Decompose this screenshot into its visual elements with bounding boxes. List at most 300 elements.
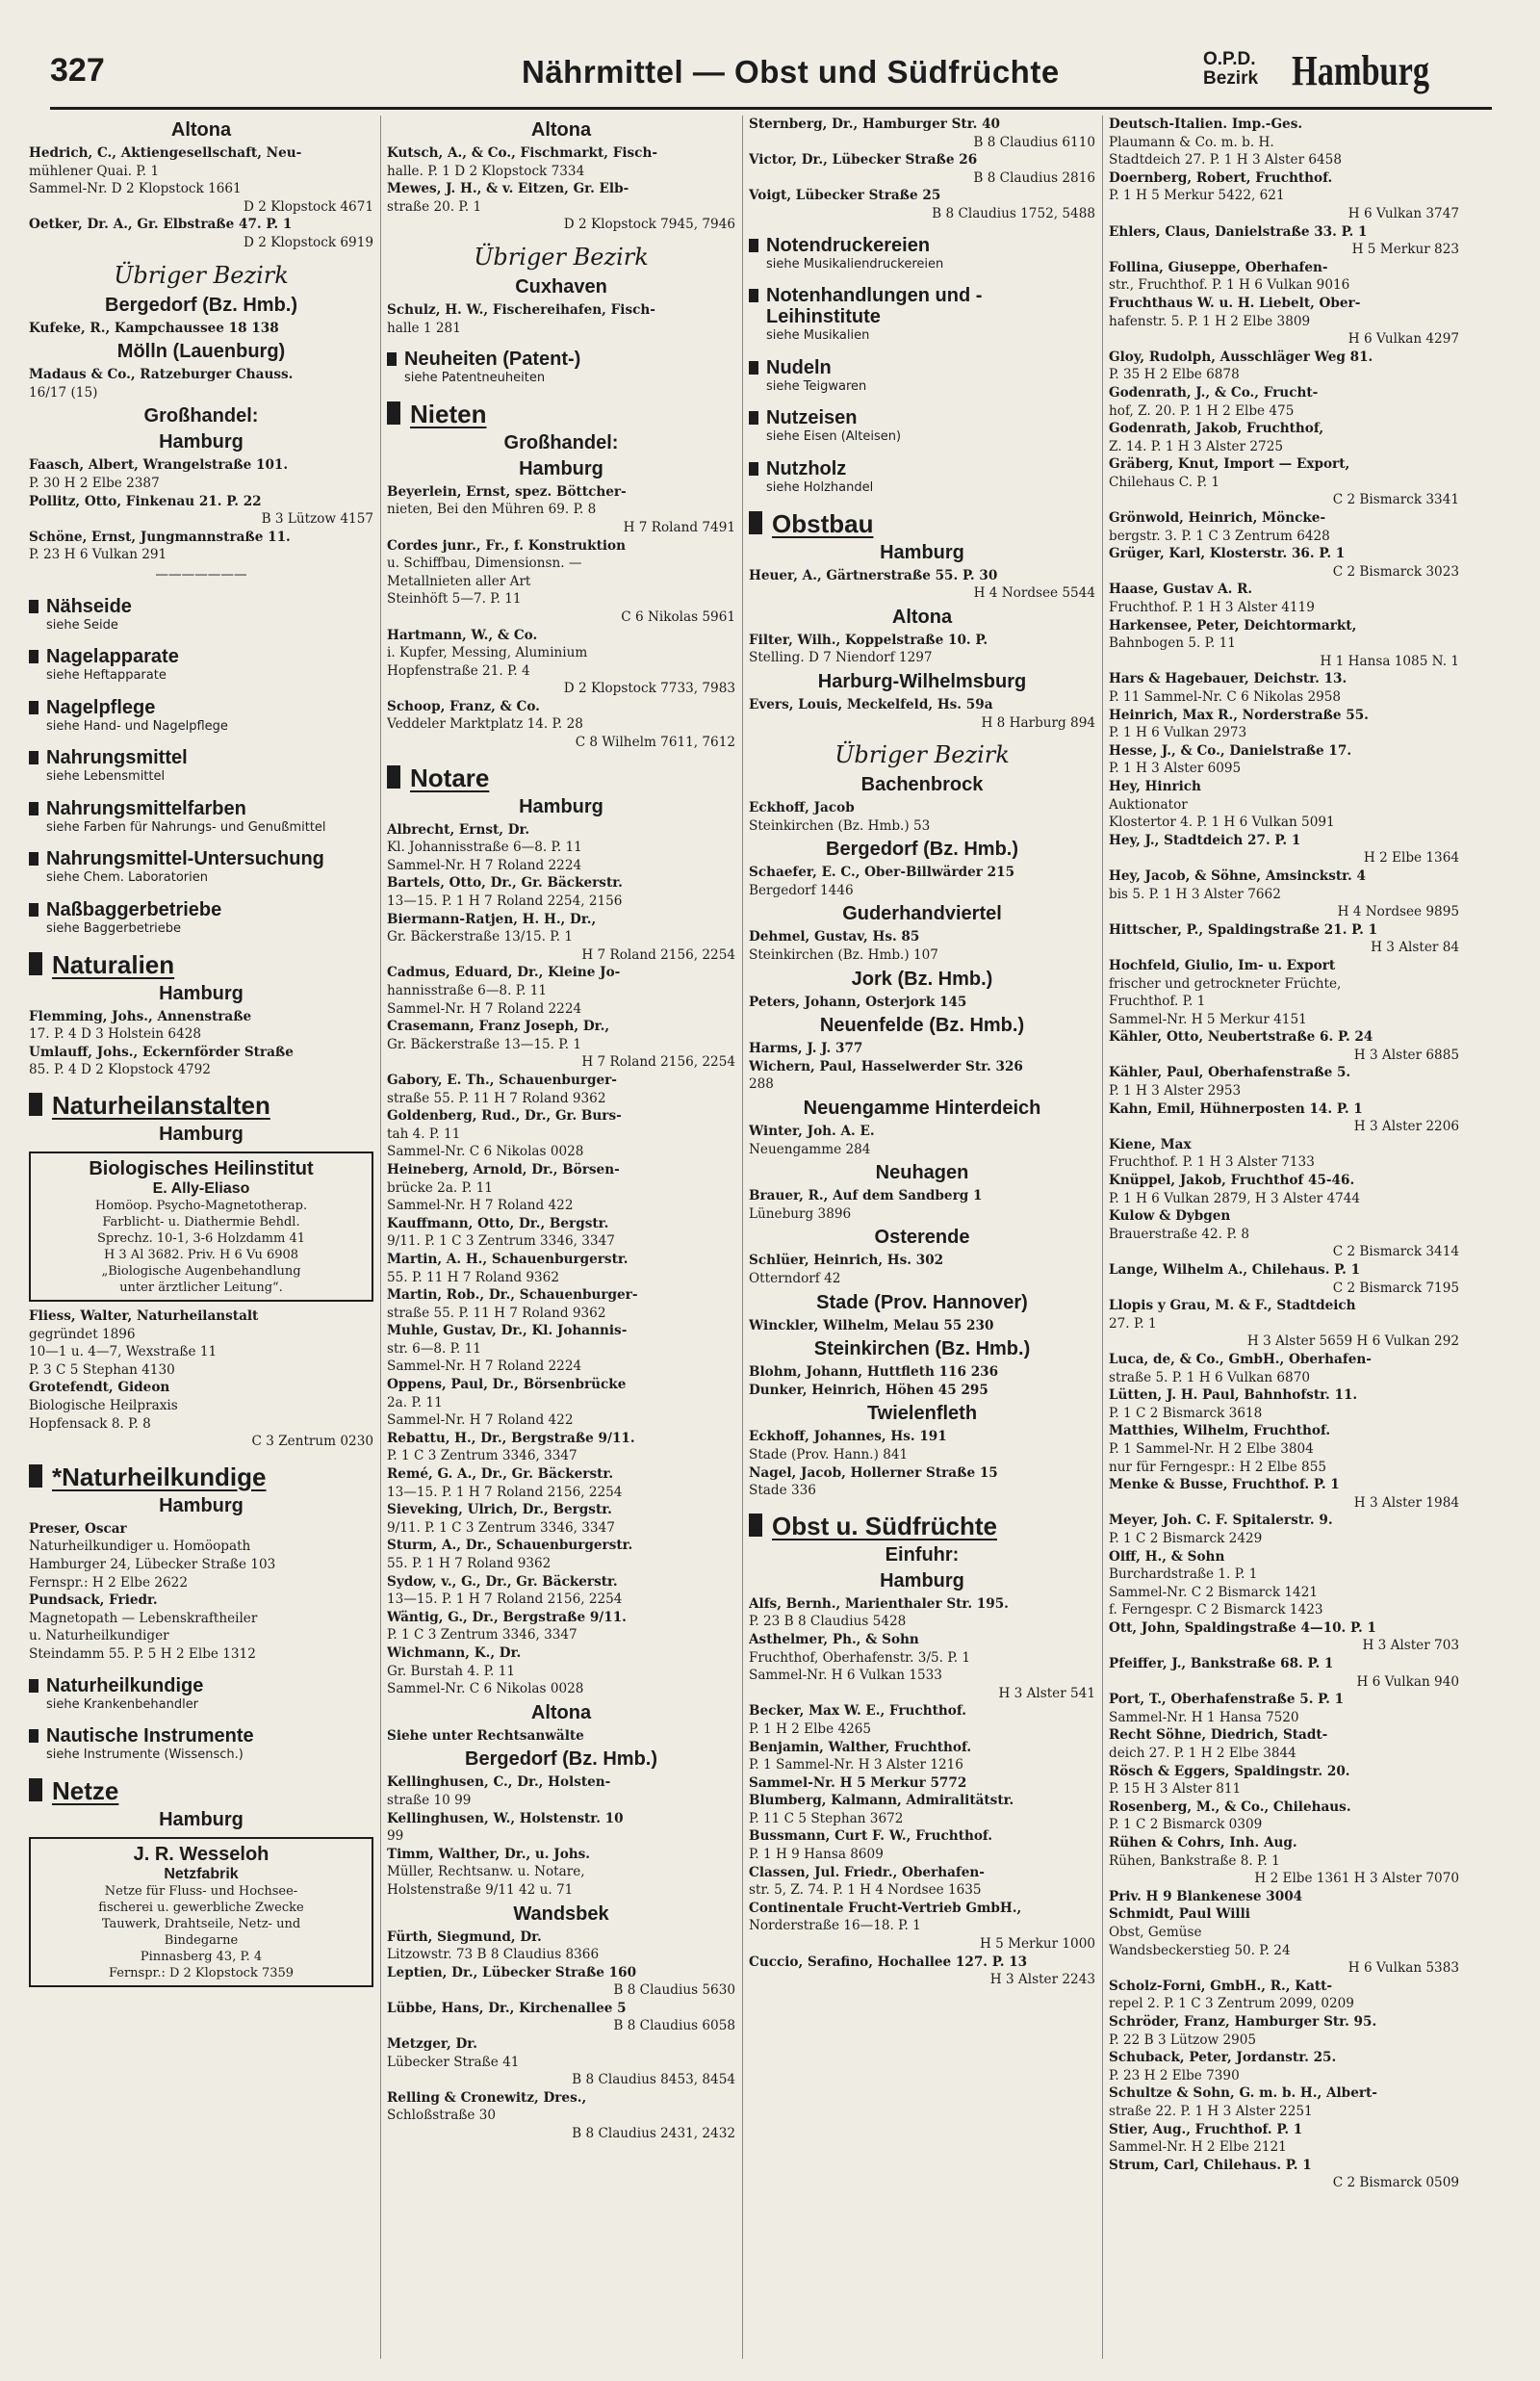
entry-line: Oppens, Paul, Dr., Börsenbrücke [387, 1377, 627, 1393]
directory-entry [1109, 742, 1459, 778]
entry-line: Hey, J., Stadtdeich 27. P. 1 [1109, 832, 1301, 848]
entry-line: Cuccio, Serafino, Hochallee 127. P. 13 [749, 1954, 1028, 1970]
entry-line: Neuengamme 284 [749, 1141, 871, 1157]
see-reference: siehe Heftapparate [46, 668, 167, 684]
category-heading: Nautische Instrumente [29, 1725, 373, 1747]
entry-line: H 6 Vulkan 4297 [1348, 331, 1459, 348]
directory-entry [1109, 2049, 1459, 2084]
opd-label: O.P.D. [1203, 49, 1256, 69]
entry-line: Gloy, Rudolph, Ausschläger Weg 81. [1109, 349, 1373, 365]
entry-line: Faasch, Albert, Wrangelstraße 101. [29, 457, 289, 474]
category-heading: Naturheilkundige [29, 1675, 373, 1696]
directory-entry [387, 2000, 735, 2035]
entry-line: P. 23 B 8 Claudius 5428 [749, 1614, 907, 1630]
entry-line: P. 35 H 2 Elbe 6878 [1109, 367, 1240, 383]
directory-entry [1109, 1351, 1459, 1386]
entry-line: Kufeke, R., Kampchaussee 18 138 [29, 320, 279, 336]
advertisement-box [29, 1152, 373, 1302]
directory-entry [749, 1464, 1095, 1500]
directory-entry [749, 187, 1095, 222]
entry-line: P. 1 C 3 Zentrum 3346, 3347 [387, 1448, 578, 1464]
entry-line: Lange, Wilhelm A., Chilehaus. P. 1 [1109, 1262, 1361, 1278]
directory-entry [1109, 1619, 1459, 1655]
entry-line: Metzger, Dr. [387, 2036, 477, 2053]
directory-entry [387, 1251, 735, 1286]
directory-entry [1109, 1726, 1459, 1762]
entry-line: Scholz-Forni, GmbH., R., Katt- [1109, 1978, 1333, 1994]
entry-line: Voigt, Lübecker Straße 25 [749, 188, 941, 204]
entry-line: Blumberg, Kalmann, Admiralitätstr. [749, 1793, 1014, 1809]
directory-entry [749, 1702, 1095, 1738]
column-divider [380, 116, 381, 2359]
entry-line: H 7 Roland 2156, 2254 [581, 1054, 735, 1071]
category-heading: Nahrungsmittel [29, 747, 373, 768]
entry-line: Rühen, Bankstraße 8. P. 1 [1109, 1852, 1280, 1869]
directory-entry [387, 1072, 735, 1107]
entry-line: Preser, Oscar [29, 1520, 127, 1537]
directory-entry [29, 320, 373, 338]
entry-line: Schöne, Ernst, Jungmannstraße 11. [29, 529, 291, 545]
entry-line: Rösch & Eggers, Spaldingstr. 20. [1109, 1763, 1350, 1779]
entry-line: Veddeler Marktplatz 14. P. 28 [387, 716, 583, 733]
entry-line: nieten, Bei den Mühren 69. P. 8 [387, 502, 597, 518]
directory-entry [1109, 455, 1459, 509]
entry-line: Sammel-Nr. C 6 Nikolas 0028 [387, 1144, 584, 1160]
entry-line: H 6 Vulkan 5383 [1348, 1960, 1459, 1977]
entry-line: Victor, Dr., Lübecker Straße 26 [749, 152, 978, 168]
entry-line: B 8 Claudius 8453, 8454 [572, 2072, 735, 2088]
directory-entry [387, 1107, 735, 1161]
entry-line: Fürth, Siegmund, Dr. [387, 1928, 542, 1945]
entry-line: H 3 Alster 541 [998, 1685, 1095, 1701]
entry-line: H 5 Merkur 823 [1351, 242, 1459, 258]
entry-line: Siehe unter Rechtsanwälte [387, 1727, 584, 1744]
entry-line: Harms, J. J. 377 [749, 1041, 863, 1057]
entry-line: Kutsch, A., & Co., Fischmarkt, Fisch- [387, 145, 657, 161]
directory-entry [749, 567, 1095, 603]
entry-line: Sammel-Nr. C 2 Bismarck 1421 [1109, 1584, 1318, 1600]
category-heading: Netze [29, 1776, 373, 1805]
location-heading: Bachenbrock [860, 774, 984, 796]
entry-line: Sammel-Nr. H 2 Elbe 2121 [1109, 2139, 1287, 2156]
entry-line: Dehmel, Gustav, Hs. 85 [749, 929, 920, 945]
entry-line: Hartmann, W., & Co. [387, 627, 538, 643]
entry-line: Sammel-Nr. H 1 Hansa 7520 [1109, 1709, 1299, 1725]
directory-entry [29, 1008, 373, 1044]
entry-line: Sammel-Nr. H 6 Vulkan 1533 [749, 1668, 942, 1684]
entry-line: Kellinghusen, C., Dr., Holsten- [387, 1774, 611, 1791]
entry-line: Stadtdeich 27. P. 1 H 3 Alster 6458 [1109, 152, 1342, 168]
see-reference: siehe Eisen (Alteisen) [766, 429, 902, 445]
entry-line: Kähler, Paul, Oberhafenstraße 5. [1109, 1065, 1351, 1081]
entry-line: Wichern, Paul, Hasselwerder Str. 326 [749, 1058, 1023, 1074]
entry-line: C 3 Zentrum 0230 [251, 1434, 373, 1450]
directory-entry [387, 1286, 735, 1322]
entry-line: Kulow & Dybgen [1109, 1208, 1231, 1225]
advertisement-line: „Biologische Augenbehandlung [101, 1264, 301, 1280]
location-heading: Steinkirchen (Bz. Hmb.) [813, 1338, 1031, 1360]
page-number: 327 [50, 52, 105, 89]
location-heading: Bergedorf (Bz. Hmb.) [465, 1748, 657, 1771]
entry-line: hafenstr. 5. P. 1 H 2 Elbe 3809 [1109, 313, 1311, 329]
directory-entry [749, 994, 1095, 1012]
directory-entry [1109, 1834, 1459, 1888]
entry-line: Fruchthof. P. 1 H 3 Alster 4119 [1109, 600, 1315, 616]
directory-entry [1109, 349, 1459, 384]
entry-line: Plaumann & Co. m. b. H. [1109, 134, 1274, 150]
entry-line: Rosenberg, M., & Co., Chilehaus. [1109, 1799, 1351, 1815]
category-heading: Obst u. Südfrüchte [749, 1512, 1095, 1540]
entry-line: 55. P. 1 H 7 Roland 9362 [387, 1556, 552, 1571]
entry-line: Magnetopath — Lebenskraftheiler [29, 1610, 258, 1626]
see-reference: siehe Seide [46, 617, 118, 633]
entry-line: Sammel-Nr. H 7 Roland 2224 [387, 1000, 582, 1017]
directory-entry [749, 1900, 1095, 1954]
advertisement-line: unter ärztlicher Leitung“. [119, 1281, 283, 1296]
entry-line: Obst, Gemüse [1109, 1924, 1202, 1940]
entry-line: 288 [749, 1076, 774, 1093]
entry-line: Pollitz, Otto, Finkenau 21. P. 22 [29, 493, 262, 509]
directory-entry [387, 537, 735, 627]
entry-line: Gr. Bäckerstraße 13—15. P. 1 [387, 1036, 581, 1052]
entry-line: Grönwold, Heinrich, Möncke- [1109, 510, 1326, 527]
entry-line: Wandsbeckerstieg 50. P. 24 [1109, 1942, 1291, 1958]
directory-entry [749, 1631, 1095, 1702]
entry-line: Kauffmann, Otto, Dr., Bergstr. [387, 1215, 609, 1231]
entry-line: Olff, H., & Sohn [1109, 1548, 1225, 1565]
location-heading: Altona [891, 606, 953, 628]
entry-line: C 2 Bismarck 3023 [1332, 563, 1459, 580]
entry-line: Strum, Carl, Chilehaus. P. 1 [1109, 2157, 1312, 2173]
directory-entry [749, 1792, 1095, 1827]
directory-entry [387, 911, 735, 965]
entry-line: Haase, Gustav A. R. [1109, 582, 1253, 598]
entry-line: Biermann-Ratjen, H. H., Dr., [387, 911, 597, 927]
entry-line: repel 2. P. 1 C 3 Zentrum 2099, 0209 [1109, 1996, 1354, 2012]
directory-entry [387, 1322, 735, 1376]
directory-entry [387, 1573, 735, 1609]
entry-line: Norderstraße 16—18. P. 1 [749, 1918, 921, 1934]
directory-entry [1109, 957, 1459, 1028]
separator: ——————— [155, 566, 247, 582]
entry-line: Heinrich, Max R., Norderstraße 55. [1109, 707, 1369, 723]
directory-entry [749, 1187, 1095, 1223]
location-heading: Hamburg [880, 541, 964, 563]
see-reference: siehe Instrumente (Wissensch.) [46, 1747, 244, 1763]
directory-column-4 [1109, 116, 1459, 2359]
category-heading: Nagelapparate [29, 646, 373, 667]
entry-line: Fernspr.: H 2 Elbe 2622 [29, 1574, 188, 1591]
advertisement-line: Pinnasberg 43, P. 4 [140, 1949, 263, 1964]
entry-line: Fliess, Walter, Naturheilanstalt [29, 1308, 259, 1325]
entry-line: C 8 Wilhelm 7611, 7612 [575, 735, 735, 751]
category-heading: Notenhandlungen und -Leihinstitute [749, 285, 1095, 327]
entry-line: C 2 Bismarck 3341 [1332, 492, 1459, 508]
directory-entry [1109, 116, 1459, 169]
entry-line: Umlauff, Johs., Eckernförder Straße [29, 1044, 294, 1060]
entry-line: Goldenberg, Rud., Dr., Gr. Burs- [387, 1108, 622, 1125]
directory-column-3 [749, 116, 1095, 2359]
directory-entry [387, 1810, 735, 1846]
entry-line: Brauerstraße 42. P. 8 [1109, 1226, 1249, 1242]
entry-line: Llopis y Grau, M. & F., Stadtdeich [1109, 1298, 1356, 1314]
entry-line: H 3 Alster 2243 [989, 1972, 1095, 1988]
entry-line: Flemming, Johs., Annenstraße [29, 1008, 252, 1024]
entry-line: D 2 Klopstock 6919 [244, 234, 373, 250]
entry-line: Fruchthof, Oberhafenstr. 3/5. P. 1 [749, 1649, 971, 1666]
advertisement-line: Sprechz. 10-1, 3-6 Holzdamm 41 [96, 1231, 305, 1247]
directory-entry [29, 216, 373, 251]
entry-line: str., Fruchthof. P. 1 H 6 Vulkan 9016 [1109, 277, 1350, 294]
entry-line: Grüger, Karl, Klosterstr. 36. P. 1 [1109, 546, 1346, 562]
directory-entry [1109, 1207, 1459, 1261]
directory-entry [749, 1774, 1095, 1793]
category-heading: Nudeln [749, 357, 1095, 378]
entry-line: 13—15. P. 1 H 7 Roland 2254, 2156 [387, 893, 623, 910]
entry-line: Sammel-Nr. H 7 Roland 422 [387, 1198, 574, 1214]
location-heading: Großhandel: [503, 431, 619, 453]
directory-entry [749, 1827, 1095, 1863]
entry-line: Sammel-Nr. H 7 Roland 2224 [387, 1359, 582, 1375]
entry-line: 13—15. P. 1 H 7 Roland 2156, 2254 [387, 1484, 623, 1500]
entry-line: H 8 Harburg 894 [981, 714, 1095, 731]
category-heading: *Naturheilkundige [29, 1462, 373, 1491]
entry-line: Steindamm 55. P. 5 H 2 Elbe 1312 [29, 1645, 256, 1662]
entry-line: Mewes, J. H., & v. Eitzen, Gr. Elb- [387, 181, 629, 197]
entry-line: Stade (Prov. Hann.) 841 [749, 1446, 909, 1462]
entry-line: Timm, Walther, Dr., u. Johs. [387, 1846, 591, 1862]
entry-line: bergstr. 3. P. 1 C 3 Zentrum 6428 [1109, 528, 1330, 544]
directory-column-2 [387, 116, 735, 2359]
entry-line: Burchardstraße 1. P. 1 [1109, 1566, 1258, 1583]
entry-line: str. 5, Z. 74. P. 1 H 4 Nordsee 1635 [749, 1882, 982, 1899]
entry-line: H 2 Elbe 1361 H 3 Alster 7070 [1254, 1871, 1459, 1887]
location-heading: Bergedorf (Bz. Hmb.) [826, 839, 1018, 861]
entry-line: C 6 Nikolas 5961 [621, 608, 735, 625]
directory-entry [387, 1376, 735, 1430]
category-heading: Naßbaggerbetriebe [29, 899, 373, 920]
entry-line: Pfeiffer, J., Bankstraße 68. P. 1 [1109, 1656, 1334, 1672]
entry-line: Sammel-Nr. C 6 Nikolas 0028 [387, 1681, 584, 1697]
page-title: Nährmittel — Obst und Südfrüchte [522, 54, 1060, 90]
entry-line: Bergedorf 1446 [749, 882, 854, 898]
entry-line: H 3 Alster 2206 [1353, 1119, 1459, 1135]
directory-entry [387, 1465, 735, 1501]
advertisement-line: Homöop. Psycho-Magnetotherap. [94, 1199, 308, 1214]
entry-line: Cadmus, Eduard, Dr., Kleine Jo- [387, 965, 621, 981]
entry-line: Eckhoff, Johannes, Hs. 191 [749, 1429, 947, 1445]
directory-entry [1109, 1691, 1459, 1726]
entry-line: Classen, Jul. Friedr., Oberhafen- [749, 1864, 985, 1880]
directory-entry [1109, 1905, 1459, 1977]
entry-line: straße 5. P. 1 H 6 Vulkan 6870 [1109, 1369, 1310, 1385]
advertisement-title: J. R. Wesseloh [133, 1843, 270, 1865]
subregion-heading: Übriger Bezirk [114, 261, 289, 289]
directory-entry [387, 2035, 735, 2089]
entry-line: Lüneburg 3896 [749, 1205, 852, 1222]
entry-line: 16/17 (15) [29, 384, 98, 401]
entry-line: D 2 Klopstock 4671 [244, 198, 373, 215]
directory-entry [387, 483, 735, 537]
entry-line: P. 3 C 5 Stephan 4130 [29, 1361, 175, 1378]
directory-entry [387, 1609, 735, 1644]
entry-line: Hedrich, C., Aktiengesellschaft, Neu- [29, 145, 302, 161]
directory-entry [1109, 617, 1459, 671]
location-heading: Hamburg [159, 431, 244, 453]
entry-line: Heineberg, Arnold, Dr., Börsen- [387, 1161, 620, 1178]
location-heading: Harburg-Wilhelmsburg [817, 670, 1027, 692]
directory-entry [29, 1379, 373, 1450]
entry-line: P. 1 H 9 Hansa 8609 [749, 1847, 884, 1863]
category-heading: Nutzeisen [749, 407, 1095, 428]
entry-line: Gräberg, Knut, Import — Export, [1109, 456, 1350, 473]
advertisement-line: Netze für Fluss- und Hochsee- [104, 1883, 298, 1899]
entry-line: Hey, Jacob, & Söhne, Amsinckstr. 4 [1109, 867, 1366, 884]
entry-line: Leptien, Dr., Lübecker Straße 160 [387, 1964, 637, 1980]
entry-line: Hars & Hagebauer, Deichstr. 13. [1109, 671, 1348, 687]
directory-entry [29, 493, 373, 529]
entry-line: Heuer, A., Gärtnerstraße 55. P. 30 [749, 567, 998, 583]
entry-line: 27. P. 1 [1109, 1315, 1157, 1332]
location-heading: Cuxhaven [515, 275, 607, 298]
entry-line: Hey, Hinrich [1109, 778, 1201, 794]
entry-line: P. 11 C 5 Stephan 3672 [749, 1810, 904, 1826]
entry-line: Deutsch-Italien. Imp.-Ges. [1109, 116, 1303, 132]
directory-entry [749, 799, 1095, 835]
directory-entry [387, 1773, 735, 1809]
location-heading: Twielenfleth [866, 1403, 978, 1425]
entry-line: brücke 2a. P. 11 [387, 1179, 493, 1196]
entry-line: P. 15 H 3 Alster 811 [1109, 1781, 1242, 1798]
entry-line: H 2 Elbe 1364 [1363, 850, 1459, 867]
entry-line: 9/11. P. 1 C 3 Zentrum 3346, 3347 [387, 1519, 615, 1536]
directory-entry [387, 1537, 735, 1572]
entry-line: str. 6—8. P. 11 [387, 1340, 481, 1357]
entry-line: Martin, A. H., Schauenburgerstr. [387, 1251, 629, 1267]
see-reference: siehe Teigwaren [766, 378, 867, 394]
entry-line: B 8 Claudius 1752, 5488 [932, 205, 1095, 221]
directory-entry [387, 964, 735, 1018]
directory-entry [387, 821, 735, 875]
directory-entry [1109, 259, 1459, 295]
entry-line: Gr. Burstah 4. P. 11 [387, 1663, 515, 1679]
directory-entry [749, 1058, 1095, 1094]
advertisement-box [29, 1837, 373, 1987]
entry-line: u. Schiffbau, Dimensionsn. — [387, 556, 582, 572]
city-title: Hamburg [1292, 47, 1430, 94]
entry-line: Gr. Bäckerstraße 13/15. P. 1 [387, 929, 573, 945]
entry-line: H 3 Alster 703 [1362, 1638, 1459, 1654]
entry-line: P. 1 C 2 Bismarck 2429 [1109, 1530, 1263, 1546]
directory-entry [749, 1382, 1095, 1400]
directory-entry [1109, 1888, 1459, 1906]
entry-line: Schlüer, Heinrich, Hs. 302 [749, 1253, 944, 1269]
location-heading: Hamburg [159, 1124, 244, 1146]
directory-entry [1109, 420, 1459, 455]
entry-line: f. Ferngespr. C 2 Bismarck 1423 [1109, 1602, 1323, 1618]
directory-entry [1109, 1028, 1459, 1064]
entry-line: P. 1 H 6 Vulkan 2973 [1109, 725, 1247, 741]
directory-entry [749, 632, 1095, 667]
location-heading: Neuenfelde (Bz. Hmb.) [819, 1015, 1025, 1037]
location-heading: Jork (Bz. Hmb.) [851, 968, 993, 990]
entry-line: Ott, John, Spaldingstraße 4—10. P. 1 [1109, 1619, 1376, 1636]
entry-line: P. 30 H 2 Elbe 2387 [29, 475, 160, 491]
entry-line: Steinkirchen (Bz. Hmb.) 53 [749, 817, 931, 834]
page-header [50, 46, 1494, 104]
entry-line: Hamburger 24, Lübecker Straße 103 [29, 1556, 276, 1572]
entry-line: H 3 Alster 1984 [1353, 1494, 1459, 1511]
entry-line: Blohm, Johann, Huttfleth 116 236 [749, 1364, 999, 1381]
entry-line: Schloßstraße 30 [387, 2108, 497, 2124]
directory-entry [1109, 1064, 1459, 1100]
advertisement-line: Bindegarne [164, 1932, 239, 1948]
entry-line: Sammel-Nr. H 5 Merkur 4151 [1109, 1011, 1307, 1027]
entry-line: Recht Söhne, Diedrich, Stadt- [1109, 1727, 1328, 1744]
entry-line: Naturheilkundiger u. Homöopath [29, 1539, 251, 1555]
directory-entry [29, 456, 373, 492]
see-reference: siehe Lebensmittel [46, 769, 166, 785]
location-heading: Altona [170, 119, 232, 141]
directory-entry [1109, 1172, 1459, 1207]
directory-entry [387, 1644, 735, 1698]
entry-line: Z. 14. P. 1 H 3 Alster 2725 [1109, 438, 1283, 454]
location-heading: Hamburg [159, 1808, 244, 1830]
entry-line: Continentale Frucht-Vertrieb GmbH., [749, 1900, 1022, 1916]
entry-line: Rühen & Cohrs, Inh. Aug. [1109, 1835, 1297, 1850]
entry-line: hof, Z. 20. P. 1 H 2 Elbe 475 [1109, 402, 1295, 419]
entry-line: straße 55. P. 11 H 7 Roland 9362 [387, 1305, 606, 1321]
entry-line: Stade 336 [749, 1483, 816, 1499]
directory-entry [387, 1501, 735, 1537]
entry-line: P. 1 H 6 Vulkan 2879, H 3 Alster 4744 [1109, 1190, 1361, 1206]
directory-entry [29, 529, 373, 564]
directory-entry [387, 1430, 735, 1465]
directory-entry [1109, 1548, 1459, 1619]
entry-line: Wäntig, G., Dr., Bergstraße 9/11. [387, 1609, 627, 1625]
directory-entry [1109, 832, 1459, 867]
entry-line: Fruchthof. P. 1 H 3 Alster 7133 [1109, 1154, 1315, 1171]
entry-line: deich 27. P. 1 H 2 Elbe 3844 [1109, 1746, 1296, 1762]
entry-line: Godenrath, Jakob, Fruchthof, [1109, 421, 1324, 437]
entry-line: Holstenstraße 9/11 42 u. 71 [387, 1881, 574, 1898]
entry-line: P. 1 H 3 Alster 2953 [1109, 1083, 1242, 1100]
entry-line: Rebattu, H., Dr., Bergstraße 9/11. [387, 1430, 635, 1446]
category-heading: Naturalien [29, 950, 373, 979]
entry-line: Madaus & Co., Ratzeburger Chauss. [29, 367, 294, 383]
entry-line: Stelling. D 7 Niendorf 1297 [749, 650, 933, 666]
location-heading: Hamburg [159, 1494, 244, 1516]
entry-line: B 3 Lützow 4157 [261, 511, 373, 528]
entry-line: P. 23 H 2 Elbe 7390 [1109, 2067, 1240, 2083]
entry-line: Evers, Louis, Meckelfeld, Hs. 59a [749, 696, 993, 712]
entry-line: Hopfensack 8. P. 8 [29, 1415, 151, 1432]
entry-line: H 3 Alster 84 [1371, 940, 1459, 956]
see-reference: siehe Baggerbetriebe [46, 921, 182, 937]
entry-line: Matthies, Wilhelm, Fruchthof. [1109, 1423, 1331, 1439]
entry-line: D 2 Klopstock 7945, 7946 [563, 217, 735, 233]
directory-entry [387, 301, 735, 337]
entry-line: H 1 Hansa 1085 N. 1 [1320, 653, 1459, 669]
directory-entry [1109, 223, 1459, 259]
entry-line: Winckler, Wilhelm, Melau 55 230 [749, 1317, 994, 1333]
entry-line: Schuback, Peter, Jordanstr. 25. [1109, 2050, 1337, 2066]
location-heading: Altona [530, 119, 592, 141]
entry-line: Remé, G. A., Dr., Gr. Bäckerstr. [387, 1466, 614, 1483]
entry-line: Kellinghusen, W., Holstenstr. 10 [387, 1810, 624, 1826]
entry-line: 2a. P. 11 [387, 1394, 443, 1410]
entry-line: Lübbe, Hans, Dr., Kirchenallee 5 [387, 2000, 627, 2016]
